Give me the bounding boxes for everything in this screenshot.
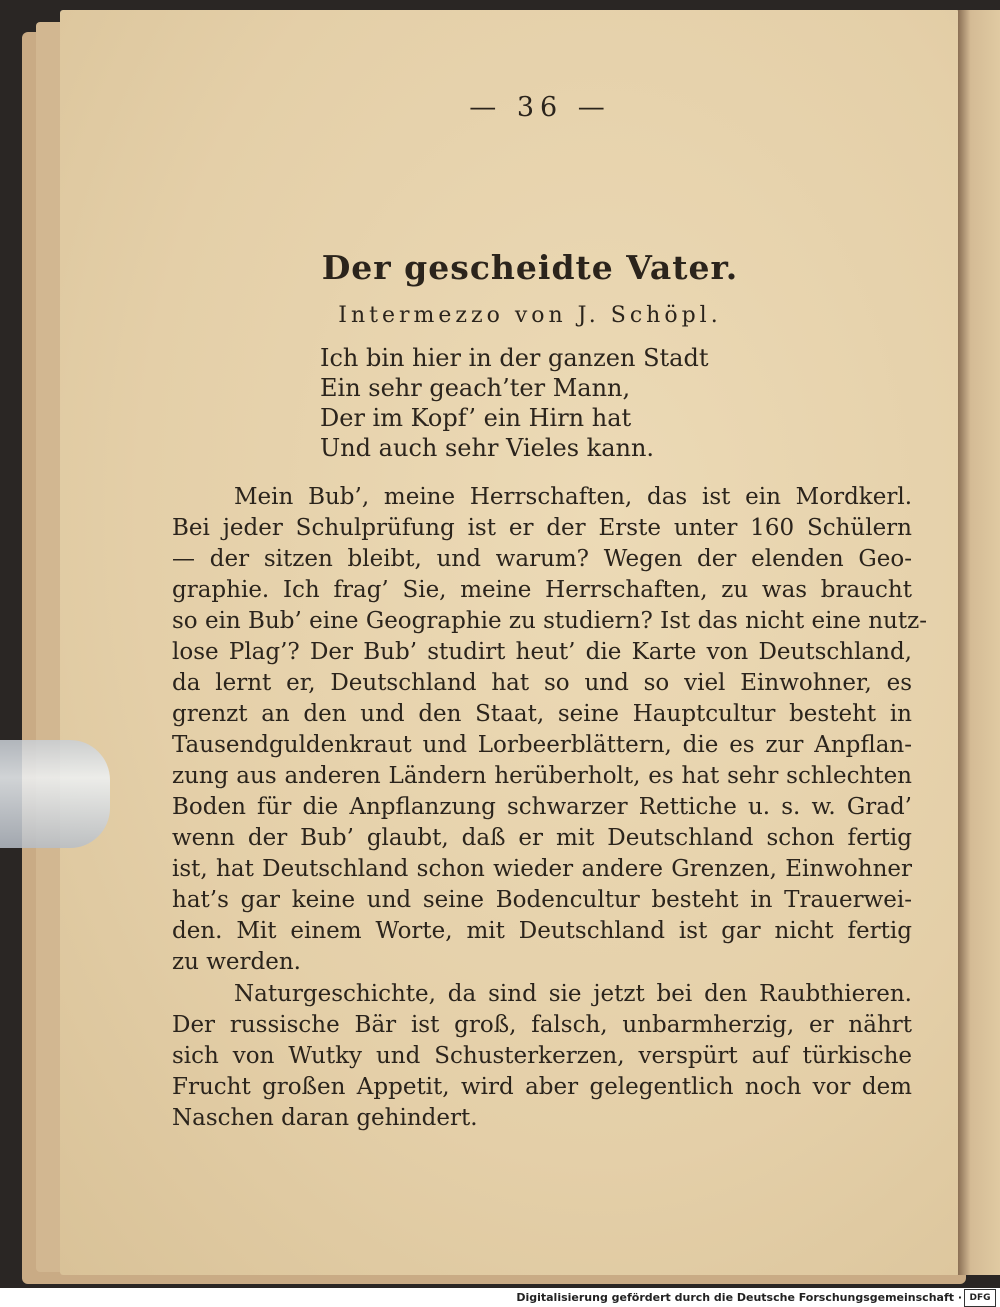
digitization-credit: Digitalisierung gefördert durch die Deutsche Forschungsgemeinschaft · bbox=[516, 1291, 962, 1304]
page-clip bbox=[0, 740, 110, 848]
text-line: sich von Wutky und Schusterkerzen, verspürt auf türkische bbox=[172, 1043, 912, 1069]
text-line: Tausendguldenkraut und Lorbeerblättern, die es zur Anpflan- bbox=[172, 732, 912, 758]
page-number: — 36 — bbox=[469, 92, 611, 123]
verse-block bbox=[320, 343, 820, 463]
page-subtitle: Intermezzo von J. Schöpl. bbox=[338, 303, 722, 328]
text-line: Naturgeschichte, da sind sie jetzt bei den Raubthieren. bbox=[234, 981, 912, 1007]
text-line: Bei jeder Schulprüfung ist er der Erste unter 160 Schülern bbox=[172, 515, 912, 541]
text-line: wenn der Bub’ glaubt, daß er mit Deutschland schon fertig bbox=[172, 825, 912, 851]
text-line: Naschen daran gehindert. bbox=[172, 1105, 478, 1131]
text-line: grenzt an den und den Staat, seine Hauptcultur besteht in bbox=[172, 701, 912, 727]
text-line: Mein Bub’, meine Herrschaften, das ist ein Mordkerl. bbox=[234, 484, 912, 510]
text-line: hat’s gar keine und seine Bodencultur besteht in Trauerwei- bbox=[172, 887, 912, 913]
verse-line: Ich bin hier in der ganzen Stadt bbox=[320, 344, 709, 372]
text-line: Der russische Bär ist groß, falsch, unbarmherzig, er nährt bbox=[172, 1012, 912, 1038]
page-title: Der gescheidte Vater. bbox=[321, 248, 739, 287]
text-line: zu werden. bbox=[172, 949, 301, 975]
text-line: — der sitzen bleibt, und warum? Wegen der elenden Geo- bbox=[172, 546, 912, 572]
paragraph-2 bbox=[172, 979, 912, 1134]
verse-line: Und auch sehr Vieles kann. bbox=[320, 434, 655, 462]
text-line: so ein Bub’ eine Geographie zu studiern? Ist das nicht eine nutz- bbox=[172, 608, 928, 634]
text-line: den. Mit einem Worte, mit Deutschland ist gar nicht fertig bbox=[172, 918, 912, 944]
text-line: Frucht großen Appetit, wird aber gelegentlich noch vor dem bbox=[172, 1074, 912, 1100]
book-gutter bbox=[958, 10, 1000, 1275]
text-line: ist, hat Deutschland schon wieder andere Grenzen, Einwohner bbox=[172, 856, 912, 882]
text-line: da lernt er, Deutschland hat so und so viel Einwohner, es bbox=[172, 670, 912, 696]
verse-line: Ein sehr geach’ter Mann, bbox=[320, 374, 631, 402]
text-line: graphie. Ich frag’ Sie, meine Herrschaften, zu was braucht bbox=[172, 577, 912, 603]
text-line: Boden für die Anpflanzung schwarzer Rettiche u. s. w. Grad’ bbox=[172, 794, 912, 820]
dfg-logo: DFG bbox=[964, 1289, 996, 1307]
paragraph-1 bbox=[172, 482, 928, 978]
verse-line: Der im Kopf’ ein Hirn hat bbox=[320, 404, 632, 432]
text-line: zung aus anderen Ländern herüberholt, es hat sehr schlechten bbox=[172, 763, 912, 789]
text-line: lose Plag’? Der Bub’ studirt heut’ die Karte von Deutschland, bbox=[172, 639, 912, 665]
